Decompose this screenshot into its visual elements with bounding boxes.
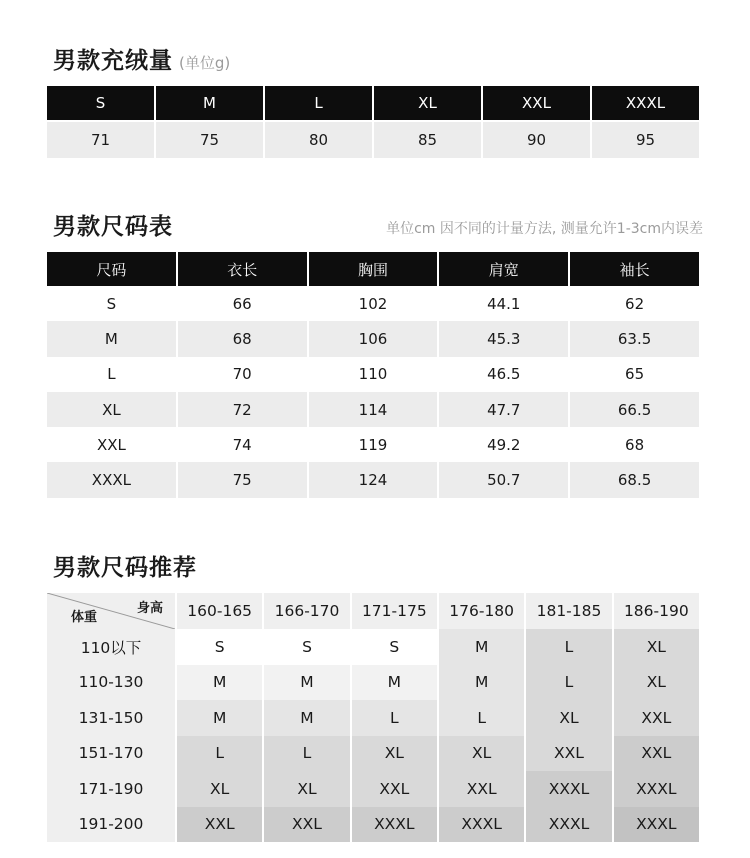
size-recommend-row — [47, 700, 699, 736]
size-recommend-body — [47, 629, 699, 842]
size-chart-value-cell: 106 — [309, 321, 438, 356]
size-chart-value-cell: 119 — [309, 427, 438, 462]
size-recommend-cell: XXXL — [526, 807, 611, 843]
size-chart-size-cell: S — [47, 286, 176, 321]
size-chart-value-cell: 66.5 — [570, 392, 699, 427]
size-chart-row — [47, 286, 699, 321]
size-recommend-corner — [47, 593, 175, 629]
size-chart-value-cell: 102 — [309, 286, 438, 321]
size-chart-size-cell: XXXL — [47, 462, 176, 497]
size-recommend-cell: XXL — [439, 771, 524, 807]
size-recommend-table — [45, 593, 701, 842]
down-fill-header-cell: XL — [374, 86, 481, 120]
down-fill-unit: (单位g) — [179, 54, 231, 72]
size-recommend-row — [47, 771, 699, 807]
size-recommend-cell: XXXL — [526, 771, 611, 807]
size-recommend-cell: XXXL — [614, 807, 699, 843]
corner-height-label: 身高 — [136, 601, 163, 616]
down-fill-value-cell: 75 — [156, 122, 263, 158]
size-recommend-cell: M — [439, 665, 524, 701]
height-header-cell: 186-190 — [614, 593, 699, 629]
size-chart-header-cell: 袖长 — [570, 252, 699, 286]
size-chart-value-cell: 62 — [570, 286, 699, 321]
size-chart-value-cell: 65 — [570, 357, 699, 392]
size-chart-header-row — [47, 252, 699, 286]
height-header-cell: 176-180 — [439, 593, 524, 629]
weight-row-header: 171-190 — [47, 771, 175, 807]
size-chart-note: 单位cm 因不同的计量方法, 测量允许1-3cm内误差 — [386, 221, 703, 237]
size-recommend-row — [47, 807, 699, 843]
size-recommend-cell: L — [177, 736, 262, 772]
size-chart-size-cell: L — [47, 357, 176, 392]
size-chart-value-cell: 45.3 — [439, 321, 568, 356]
size-chart-value-cell: 114 — [309, 392, 438, 427]
size-recommend-cell: L — [352, 700, 437, 736]
size-chart-value-cell: 72 — [178, 392, 307, 427]
size-recommend-cell: XL — [177, 771, 262, 807]
weight-row-header: 151-170 — [47, 736, 175, 772]
size-chart-value-cell: 44.1 — [439, 286, 568, 321]
down-fill-value-cell: 80 — [265, 122, 372, 158]
size-chart-value-cell: 110 — [309, 357, 438, 392]
size-chart-value-cell: 70 — [178, 357, 307, 392]
size-chart-header-cell: 肩宽 — [439, 252, 568, 286]
size-chart-value-cell: 66 — [178, 286, 307, 321]
down-fill-header-cell: XXXL — [592, 86, 699, 120]
size-chart-header-cell: 尺码 — [47, 252, 176, 286]
size-chart-value-cell: 68 — [178, 321, 307, 356]
down-fill-header-cell: L — [265, 86, 372, 120]
weight-row-header: 110以下 — [47, 629, 175, 665]
size-recommend-header-row — [47, 593, 699, 629]
down-fill-title-text: 男款充绒量 — [53, 48, 173, 74]
size-chart-value-cell: 74 — [178, 427, 307, 462]
size-chart-title: 男款尺码表 — [53, 214, 173, 240]
size-chart-value-cell: 50.7 — [439, 462, 568, 497]
size-recommend-cell: M — [439, 629, 524, 665]
size-chart-row — [47, 462, 699, 497]
down-fill-header-cell: XXL — [483, 86, 590, 120]
size-recommend-cell: M — [264, 700, 349, 736]
size-recommend-cell: XXL — [614, 736, 699, 772]
size-recommend-cell: XXXL — [352, 807, 437, 843]
size-chart-body — [47, 286, 699, 498]
down-fill-value-cell: 95 — [592, 122, 699, 158]
weight-row-header: 191-200 — [47, 807, 175, 843]
size-recommend-cell: L — [264, 736, 349, 772]
size-recommend-cell: XXXL — [614, 771, 699, 807]
size-recommend-row — [47, 736, 699, 772]
weight-row-header: 131-150 — [47, 700, 175, 736]
size-chart-value-cell: 46.5 — [439, 357, 568, 392]
down-fill-header-cell: M — [156, 86, 263, 120]
height-header-cell: 171-175 — [352, 593, 437, 629]
size-chart-row — [47, 392, 699, 427]
size-recommend-cell: XXXL — [439, 807, 524, 843]
size-recommend-cell: S — [264, 629, 349, 665]
down-fill-value-cell: 90 — [483, 122, 590, 158]
down-fill-value-cell: 71 — [47, 122, 154, 158]
size-recommend-cell: L — [526, 629, 611, 665]
size-recommend-cell: XL — [614, 665, 699, 701]
size-recommend-cell: XL — [614, 629, 699, 665]
size-recommend-cell: XXL — [526, 736, 611, 772]
size-recommend-title: 男款尺码推荐 — [53, 555, 197, 581]
corner-weight-label: 体重 — [71, 610, 98, 625]
size-recommend-cell: L — [526, 665, 611, 701]
size-recommend-cell: M — [177, 700, 262, 736]
size-recommend-cell: XXL — [352, 771, 437, 807]
size-chart-table — [45, 252, 701, 498]
down-fill-header-row — [47, 86, 699, 120]
down-fill-value-cell: 85 — [374, 122, 481, 158]
size-chart-value-cell: 124 — [309, 462, 438, 497]
size-recommend-cell: L — [439, 700, 524, 736]
size-recommend-cell: M — [352, 665, 437, 701]
size-chart-value-cell: 75 — [178, 462, 307, 497]
size-chart-row — [47, 357, 699, 392]
size-chart-value-cell: 68.5 — [570, 462, 699, 497]
down-fill-title — [53, 42, 230, 75]
size-recommend-cell: XL — [526, 700, 611, 736]
size-chart-row — [47, 321, 699, 356]
size-recommend-cell: M — [264, 665, 349, 701]
down-fill-value-row — [47, 122, 699, 158]
size-recommend-cell: S — [177, 629, 262, 665]
size-chart-header-cell: 衣长 — [178, 252, 307, 286]
height-header-cell: 181-185 — [526, 593, 611, 629]
size-recommend-cell: XXL — [177, 807, 262, 843]
size-recommend-cell: XL — [352, 736, 437, 772]
down-fill-table — [45, 86, 701, 158]
size-recommend-cell: S — [352, 629, 437, 665]
height-header-cell: 160-165 — [177, 593, 262, 629]
size-recommend-row — [47, 629, 699, 665]
size-recommend-cell: XXL — [614, 700, 699, 736]
height-header-cell: 166-170 — [264, 593, 349, 629]
weight-row-header: 110-130 — [47, 665, 175, 701]
size-recommend-cell: XL — [264, 771, 349, 807]
size-chart-value-cell: 63.5 — [570, 321, 699, 356]
size-recommend-row — [47, 665, 699, 701]
size-chart-value-cell: 49.2 — [439, 427, 568, 462]
size-chart-size-cell: XL — [47, 392, 176, 427]
size-chart-size-cell: XXL — [47, 427, 176, 462]
size-recommend-cell: XL — [439, 736, 524, 772]
size-chart-row — [47, 427, 699, 462]
size-chart-header-cell: 胸围 — [309, 252, 438, 286]
down-fill-header-cell: S — [47, 86, 154, 120]
size-recommend-cell: XXL — [264, 807, 349, 843]
size-recommend-cell: M — [177, 665, 262, 701]
size-chart-value-cell: 68 — [570, 427, 699, 462]
size-chart-size-cell: M — [47, 321, 176, 356]
size-chart-value-cell: 47.7 — [439, 392, 568, 427]
